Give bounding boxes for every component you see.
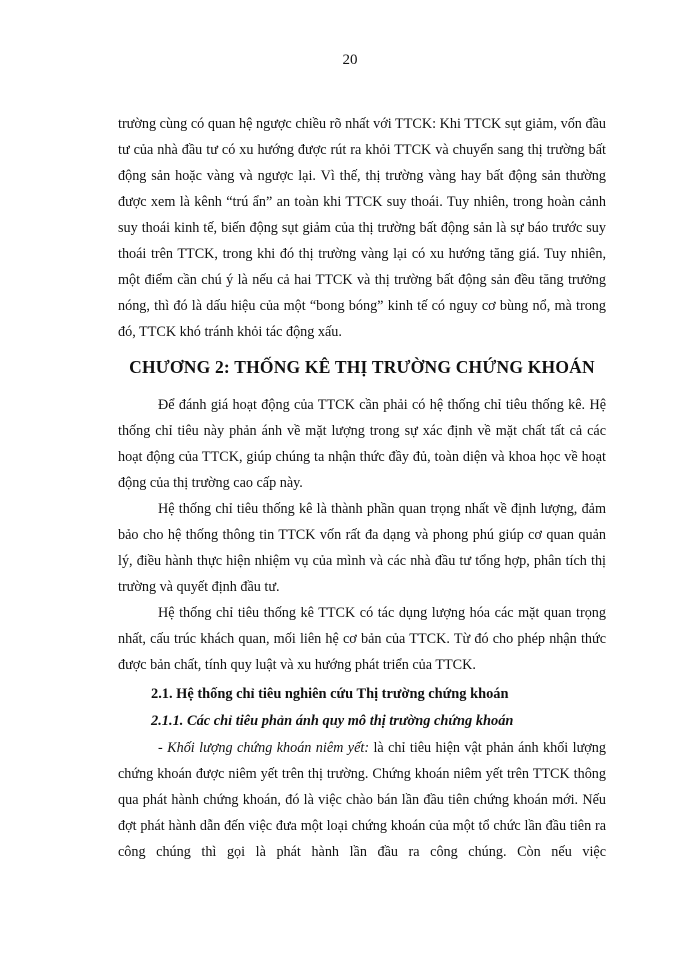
paragraph-indicator-system: Hệ thống chỉ tiêu thống kê là thành phần quan trọng nhất về định lượng, đảm bảo cho hệ thống thông tin TTCK vốn rất đa dạng và phong phú giúp cơ quan quản lý, điều hành thực hiện nhiệm vụ của mình và các nhà đầu tư tổng hợp, phân tích thị trường và quyết định đầu tư. xyxy=(118,501,606,595)
paragraph-listed-securities-body: là chỉ tiêu hiện vật phản ánh khối lượng chứng khoán được niêm yết trên thị trường. Chứng khoán niêm yết trên TTCK thông qua phát hành chứng khoán, đó là việc chào bán lần đầu tiên chứng khoán mới. Nếu đợt phát hành dẫn đến việc đưa một loại chứng khoán của một tổ chức lần đầu tiên ra công chúng thì gọi là phát hành lần đầu ra công chúng. Còn nếu việc xyxy=(118,740,606,860)
page-content xyxy=(118,111,606,865)
page-number: 20 xyxy=(342,52,358,68)
paragraph-market-relations: trường cùng có quan hệ ngược chiều rõ nhất với TTCK: Khi TTCK sụt giảm, vốn đầu tư của nhà đầu tư có xu hướng được rút ra khỏi TTCK và chuyển sang thị trường bất động sản hoặc vàng và ngược lại. Vì thế, thị trường vàng hay bất động sản thường được xem là kênh “trú ẩn” an toàn khi TTCK suy thoái. Tuy nhiên, trong hoàn cảnh suy thoái kinh tế, biến động sụt giảm của thị trường bất động sản là sự báo trước suy thoái trên TTCK, trong khi đó thị trường vàng lại có xu hướng tăng giá. Tuy nhiên, một điểm cần chú ý là nếu cả hai TTCK và thị trường bất động sản đều tăng trưởng nóng, thì đó là dấu hiệu của một “bong bóng” kinh tế có nguy cơ bùng nổ, mà trong đó, TTCK khó tránh khỏi tác động xấu. xyxy=(118,116,606,340)
section-title: 2.1. Hệ thống chỉ tiêu nghiên cứu Thị trường chứng khoán xyxy=(151,686,509,702)
term-listed-securities: - Khối lượng chứng khoán niêm yết: xyxy=(158,740,370,756)
paragraph-listed-securities xyxy=(118,735,606,865)
paragraph-statistics-intro: Để đánh giá hoạt động của TTCK cần phải có hệ thống chỉ tiêu thống kê. Hệ thống chỉ tiêu này phản ánh về mặt lượng trong sự xác định về mặt chất tất cả các hoạt động của TTCK, giúp chúng ta nhận thức đầy đủ, toàn diện và khoa học về hoạt động của thị trường cao cấp này. xyxy=(118,397,606,491)
chapter-title: CHƯƠNG 2: THỐNG KÊ THỊ TRƯỜNG CHỨNG KHOÁN xyxy=(129,357,595,377)
paragraph-indicator-effect: Hệ thống chỉ tiêu thống kê TTCK có tác dụng lượng hóa các mặt quan trọng nhất, cấu trúc khách quan, mối liên hệ cơ bản của TTCK. Từ đó cho phép nhận thức được bản chất, tính quy luật và xu hướng phát triển của TTCK. xyxy=(118,605,606,673)
subsection-title: 2.1.1. Các chỉ tiêu phản ánh quy mô thị trường chứng khoán xyxy=(151,713,514,729)
